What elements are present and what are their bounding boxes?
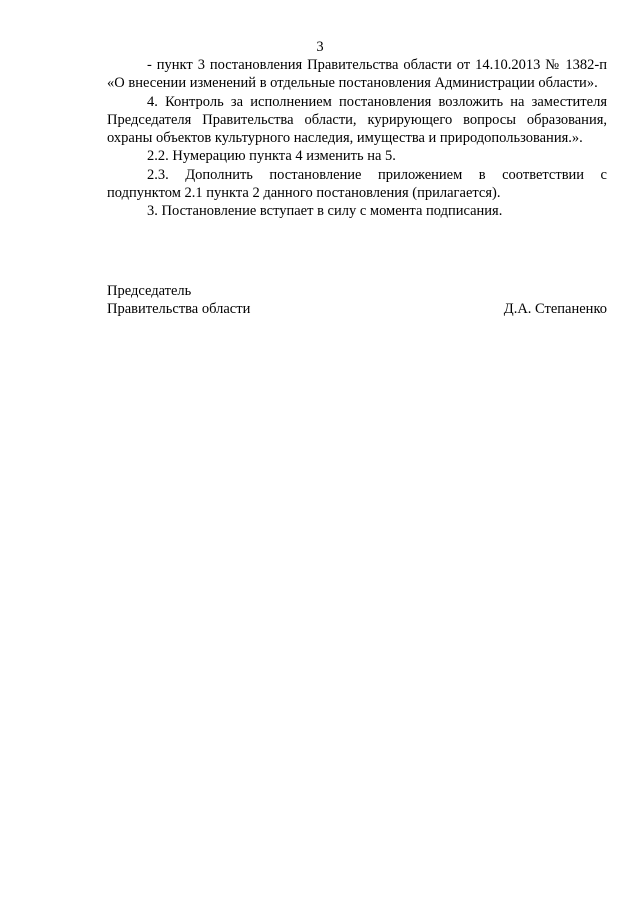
signature-block bbox=[107, 282, 607, 319]
signatory-name: Д.А. Степаненко bbox=[503, 301, 607, 318]
paragraph-2-3: 2.3. Дополнить постановление приложением в соответствии с подпунктом 2.1 пункта 2 данного постановления (прилагается). bbox=[107, 166, 607, 202]
page-number: 3 bbox=[316, 39, 324, 55]
signature-title-line1: Председатель bbox=[107, 283, 192, 299]
document-body bbox=[107, 56, 607, 221]
signature-title-line2: Правительства области bbox=[107, 301, 251, 318]
signature-line bbox=[107, 300, 607, 318]
paragraph-point-4: 4. Контроль за исполнением постановления возложить на заместителя Председателя Правительства области, курирующего вопросы образования, охраны объектов культурного наследия, имущества и природопользования.». bbox=[107, 93, 607, 147]
paragraph-2-2: 2.2. Нумерацию пункта 4 изменить на 5. bbox=[147, 148, 396, 165]
paragraph-3: 3. Постановление вступает в силу с момента подписания. bbox=[147, 203, 503, 220]
paragraph-item-1382p: - пункт 3 постановления Правительства области от 14.10.2013 № 1382-п «О внесении изменений в отдельные постановления Администрации области». bbox=[107, 57, 607, 92]
